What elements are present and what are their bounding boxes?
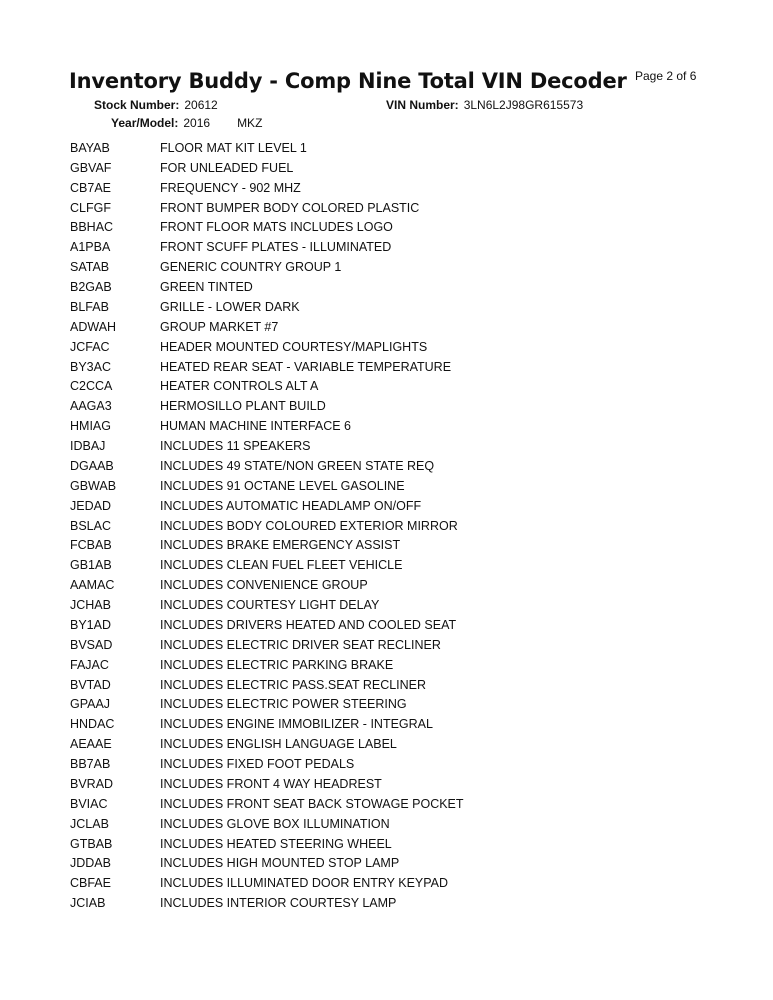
option-description: GREEN TINTED <box>160 280 253 295</box>
list-item <box>70 893 710 913</box>
option-code: JCLAB <box>70 816 109 831</box>
option-code: JCHAB <box>70 598 111 613</box>
option-description: INCLUDES CONVENIENCE GROUP <box>160 578 368 593</box>
option-code: CBFAE <box>70 876 111 891</box>
option-description: INCLUDES AUTOMATIC HEADLAMP ON/OFF <box>160 498 422 513</box>
option-code: BBHAC <box>70 220 114 235</box>
list-item <box>70 357 710 377</box>
list-item <box>70 615 710 635</box>
option-description: FOR UNLEADED FUEL <box>160 160 294 175</box>
list-item <box>70 396 710 416</box>
option-description: INCLUDES BODY COLOURED EXTERIOR MIRROR <box>160 518 458 533</box>
stock-number-label: Stock Number: <box>94 98 180 112</box>
option-code: FCBAB <box>70 538 112 553</box>
option-code: SATAB <box>70 260 110 275</box>
list-item <box>70 854 710 874</box>
list-item <box>70 218 710 238</box>
option-code: IDBAJ <box>70 439 106 454</box>
list-item <box>70 456 710 476</box>
list-item <box>70 178 710 198</box>
option-code: BSLAC <box>70 518 111 533</box>
option-description: INCLUDES 91 OCTANE LEVEL GASOLINE <box>160 478 405 493</box>
list-item <box>70 237 710 257</box>
option-description: HERMOSILLO PLANT BUILD <box>160 399 326 414</box>
option-code: JEDAD <box>70 498 111 513</box>
option-description: INCLUDES FRONT SEAT BACK STOWAGE POCKET <box>160 796 464 811</box>
year-value: 2016 <box>183 116 211 130</box>
option-description: HEATED REAR SEAT - VARIABLE TEMPERATURE <box>160 359 452 374</box>
option-code: CB7AE <box>70 180 111 195</box>
list-item <box>70 496 710 516</box>
option-description: GRILLE - LOWER DARK <box>160 299 300 314</box>
list-item <box>70 555 710 575</box>
option-description: INCLUDES ENGINE IMMOBILIZER - INTEGRAL <box>160 717 433 732</box>
option-description: INCLUDES FRONT 4 WAY HEADREST <box>160 776 382 791</box>
list-item <box>70 516 710 536</box>
vin-number-label: VIN Number: <box>386 98 459 112</box>
list-item <box>70 695 710 715</box>
list-item <box>70 754 710 774</box>
model-value: MKZ <box>237 116 263 130</box>
option-description: INCLUDES ELECTRIC POWER STEERING <box>160 697 407 712</box>
list-item <box>70 834 710 854</box>
page-title: Inventory Buddy - Comp Nine Total VIN Decoder <box>69 69 627 93</box>
option-code: AEAAE <box>70 737 112 752</box>
option-code: JCIAB <box>70 896 106 911</box>
list-item <box>70 377 710 397</box>
option-description: INCLUDES ELECTRIC PARKING BRAKE <box>160 657 394 672</box>
list-item <box>70 198 710 218</box>
option-code: BVSAD <box>70 637 113 652</box>
option-code: HMIAG <box>70 419 111 434</box>
option-description: HEADER MOUNTED COURTESY/MAPLIGHTS <box>160 339 428 354</box>
list-item <box>70 575 710 595</box>
option-description: INCLUDES FIXED FOOT PEDALS <box>160 757 355 772</box>
option-code: JDDAB <box>70 856 111 871</box>
list-item <box>70 317 710 337</box>
list-item <box>70 416 710 436</box>
option-code: GBWAB <box>70 478 117 493</box>
option-description: INCLUDES ENGLISH LANGUAGE LABEL <box>160 737 397 752</box>
option-description: INCLUDES CLEAN FUEL FLEET VEHICLE <box>160 558 403 573</box>
list-item <box>70 595 710 615</box>
option-code: GB1AB <box>70 558 112 573</box>
option-code: BVRAD <box>70 776 114 791</box>
option-description: FRONT SCUFF PLATES - ILLUMINATED <box>160 240 392 255</box>
option-description: INCLUDES ELECTRIC DRIVER SEAT RECLINER <box>160 637 441 652</box>
list-item <box>70 337 710 357</box>
option-description: GENERIC COUNTRY GROUP 1 <box>160 260 342 275</box>
option-code: AAGA3 <box>70 399 112 414</box>
vin-number-value: 3LN6L2J98GR615573 <box>463 98 584 112</box>
option-description: INCLUDES HIGH MOUNTED STOP LAMP <box>160 856 400 871</box>
list-item <box>70 158 710 178</box>
option-description: INCLUDES ILLUMINATED DOOR ENTRY KEYPAD <box>160 876 449 891</box>
list-item <box>70 655 710 675</box>
option-description: INCLUDES COURTESY LIGHT DELAY <box>160 598 380 613</box>
vin-number <box>386 98 583 112</box>
list-item <box>70 814 710 834</box>
list-item <box>70 873 710 893</box>
option-code: BB7AB <box>70 757 111 772</box>
list-item <box>70 138 710 158</box>
option-code: FAJAC <box>70 657 109 672</box>
year-model <box>111 116 262 130</box>
option-description: GROUP MARKET #7 <box>160 319 279 334</box>
option-code: BY3AC <box>70 359 111 374</box>
list-item <box>70 297 710 317</box>
option-code: AAMAC <box>70 578 115 593</box>
option-code: BVIAC <box>70 796 108 811</box>
option-description: INCLUDES 11 SPEAKERS <box>160 439 311 454</box>
option-description: FRONT BUMPER BODY COLORED PLASTIC <box>160 200 420 215</box>
option-description: INCLUDES INTERIOR COURTESY LAMP <box>160 896 397 911</box>
option-code: BAYAB <box>70 140 110 155</box>
option-code: DGAAB <box>70 458 114 473</box>
option-code: HNDAC <box>70 717 115 732</box>
list-item <box>70 774 710 794</box>
list-item <box>70 536 710 556</box>
option-description: FRONT FLOOR MATS INCLUDES LOGO <box>160 220 393 235</box>
option-code: GPAAJ <box>70 697 111 712</box>
list-item <box>70 635 710 655</box>
list-item <box>70 476 710 496</box>
option-code: B2GAB <box>70 280 112 295</box>
option-code: ADWAH <box>70 319 117 334</box>
option-description: INCLUDES HEATED STEERING WHEEL <box>160 836 392 851</box>
option-description: HEATER CONTROLS ALT A <box>160 379 319 394</box>
list-item <box>70 436 710 456</box>
option-code: C2CCA <box>70 379 113 394</box>
option-code: GBVAF <box>70 160 112 175</box>
option-description: FREQUENCY - 902 MHZ <box>160 180 301 195</box>
option-code: BVTAD <box>70 677 111 692</box>
list-item <box>70 714 710 734</box>
option-description: FLOOR MAT KIT LEVEL 1 <box>160 140 307 155</box>
option-code: GTBAB <box>70 836 113 851</box>
option-description: INCLUDES ELECTRIC PASS.SEAT RECLINER <box>160 677 427 692</box>
option-description: INCLUDES GLOVE BOX ILLUMINATION <box>160 816 390 831</box>
year-model-label: Year/Model: <box>111 116 179 130</box>
list-item <box>70 277 710 297</box>
option-description: INCLUDES DRIVERS HEATED AND COOLED SEAT <box>160 617 457 632</box>
option-description: INCLUDES 49 STATE/NON GREEN STATE REQ <box>160 458 435 473</box>
stock-number-value: 20612 <box>184 98 218 112</box>
page-indicator: Page 2 of 6 <box>635 69 697 83</box>
list-item <box>70 257 710 277</box>
option-code: JCFAC <box>70 339 110 354</box>
option-code: BLFAB <box>70 299 109 314</box>
option-code: A1PBA <box>70 240 111 255</box>
option-description: INCLUDES BRAKE EMERGENCY ASSIST <box>160 538 401 553</box>
stock-number <box>94 98 218 112</box>
option-code: BY1AD <box>70 617 111 632</box>
list-item <box>70 734 710 754</box>
list-item <box>70 794 710 814</box>
option-code: CLFGF <box>70 200 111 215</box>
option-description: HUMAN MACHINE INTERFACE 6 <box>160 419 351 434</box>
option-code-list <box>70 138 710 913</box>
list-item <box>70 675 710 695</box>
